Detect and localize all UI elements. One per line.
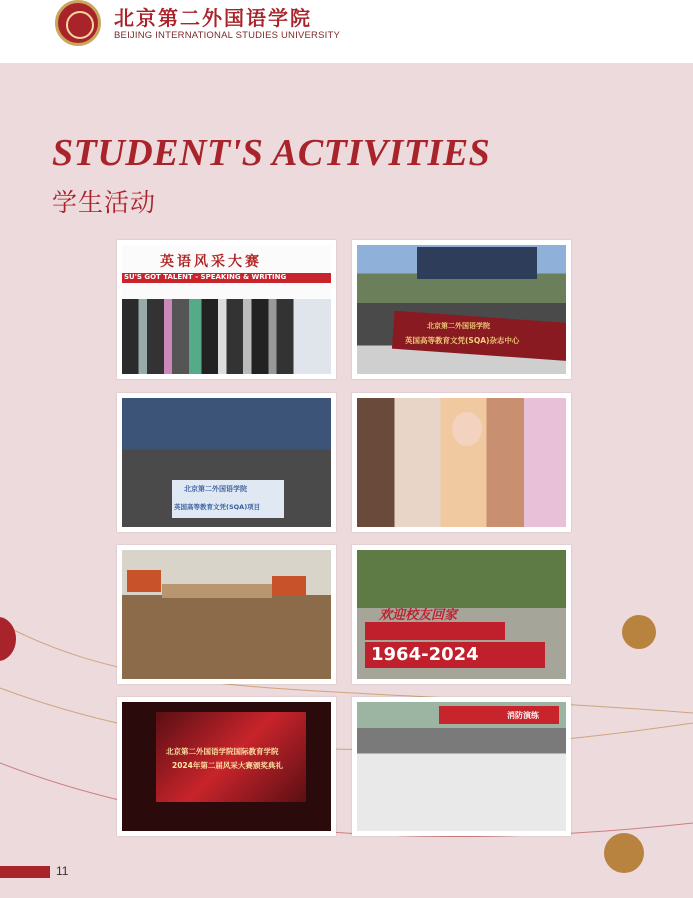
university-name-en: BEIJING INTERNATIONAL STUDIES UNIVERSITY <box>114 30 341 41</box>
header <box>0 0 693 63</box>
decorative-gold-dot <box>604 833 644 873</box>
photo-lecture-hall <box>117 545 336 684</box>
photo-banner-subtext: 北京第二外国语学院 <box>184 485 247 493</box>
photo-banner-subtext: 1964-2024 <box>371 644 479 665</box>
photo-banner-text: 北京第二外国语学院国际教育学院 <box>166 747 279 756</box>
photo-banner-text: 英国高等教育文凭(SQA)项目 <box>174 503 261 511</box>
photo-banner-subtext: 2024年第二届风采大赛颁奖典礼 <box>172 761 283 770</box>
photo-english-contest <box>117 240 336 379</box>
photo-banner-subtext: 北京第二外国语学院 <box>427 322 490 330</box>
university-name-cn: 北京第二外国语学院 <box>114 6 312 30</box>
decorative-gold-dot <box>622 615 656 649</box>
page-number: 11 <box>56 864 69 878</box>
section-title-cn: 学生活动 <box>52 188 157 217</box>
university-seal-logo <box>55 0 101 46</box>
photo-performance-students <box>352 393 571 532</box>
photo-banner-text: 欢迎校友回家 <box>379 608 458 623</box>
photo-alumni-anniversary <box>352 545 571 684</box>
photo-award-ceremony <box>117 697 336 836</box>
content-panel <box>0 63 693 898</box>
photo-banner-text: 英语风采大赛 <box>160 254 262 270</box>
photo-fire-drill <box>352 697 571 836</box>
photo-banner-subtext: SU'S GOT TALENT - SPEAKING & WRITING <box>124 273 287 281</box>
section-title-en: STUDENT'S ACTIVITIES <box>52 132 491 174</box>
page-number-bar <box>0 866 50 878</box>
photo-group-blue-banner <box>117 393 336 532</box>
photo-banner-text: 英国高等教育文凭(SQA)杂志中心 <box>405 336 520 345</box>
photo-group-sqa-banner <box>352 240 571 379</box>
photo-banner-text: 消防演练 <box>507 711 539 720</box>
